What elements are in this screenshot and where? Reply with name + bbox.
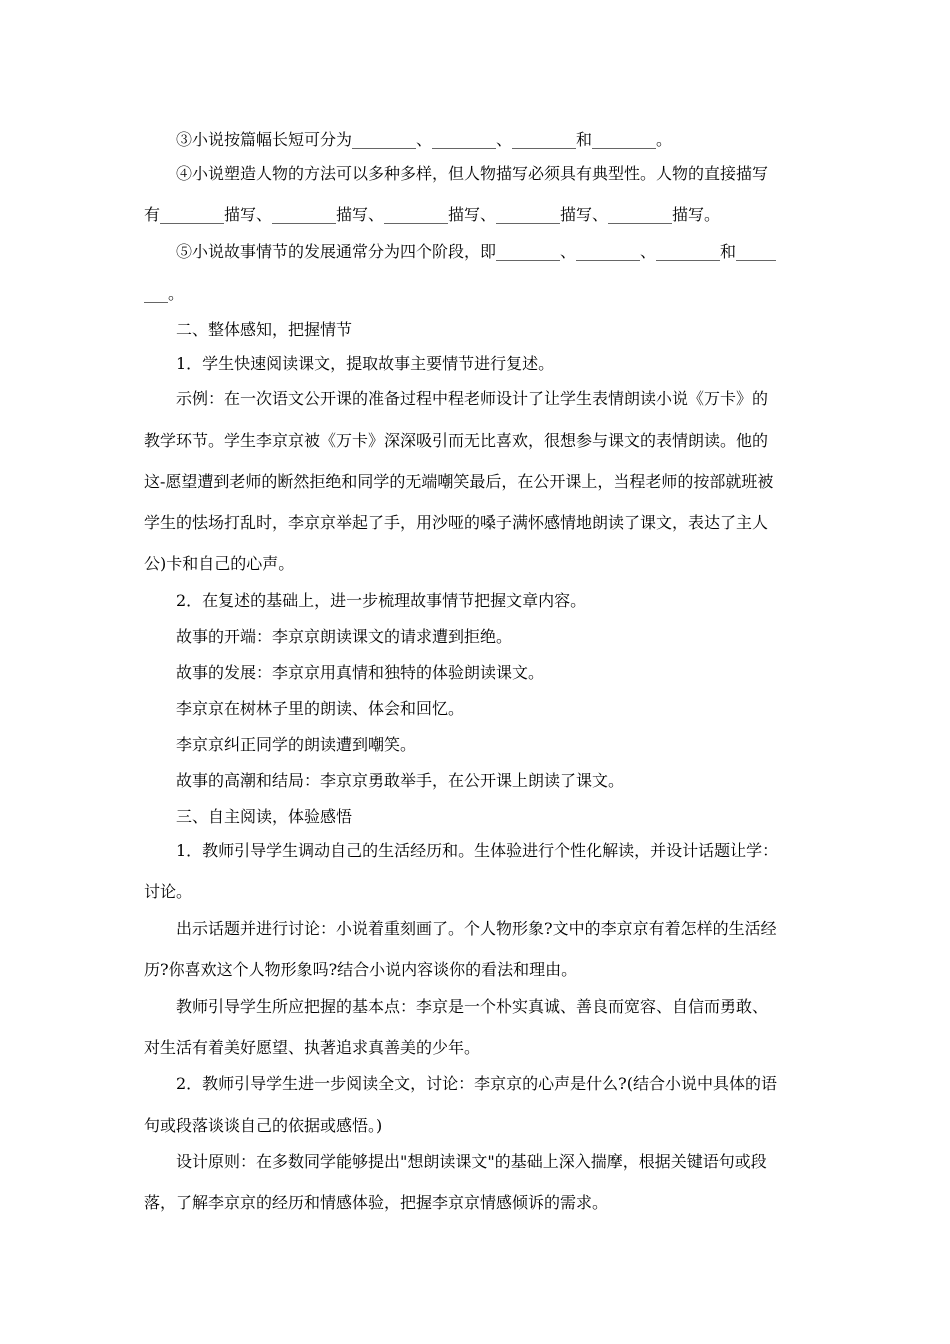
text-line: 句或段落谈谈自己的依据或感悟。) [144,1116,383,1135]
text-line: 2．在复述的基础上，进一步梳理故事情节把握文章内容。 [176,591,587,610]
text-line: 1．教师引导学生调动自己的生活经历和。生体验进行个性化解读，并设计话题让学： [176,841,779,860]
text-line: ③小说按篇幅长短可分为________、________、________和________。 [176,130,673,149]
text-line: 落，了解李京京的经历和情感体验，把握李京京情感倾诉的需求。 [144,1193,609,1212]
text-line: 出示话题并进行讨论：小说着重刻画了。个人物形象?文中的李京京有着怎样的生活经 [176,919,777,938]
text-line: 公)卡和自己的心声。 [144,554,295,573]
text-line: ④小说塑造人物的方法可以多种多样，但人物描写必须具有典型性。人物的直接描写 [176,164,769,183]
text-line: 对生活有着美好愿望、执著追求真善美的少年。 [144,1038,481,1057]
section-heading: 二、整体感知，把握情节 [176,320,353,339]
text-line: 讨论。 [144,882,193,901]
text-line: 学生的怯场打乱时，李京京举起了手，用沙哑的嗓子满怀感情地朗读了课文，表达了主人 [144,513,769,532]
text-line: 设计原则：在多数同学能够提出"想朗读课文"的基础上深入揣摩，根据关键语句或段 [176,1152,767,1171]
text-line: ___。 [144,284,185,303]
text-line: 这-愿望遭到老师的断然拒绝和同学的无端嘲笑最后，在公开课上，当程老师的按部就班被 [144,472,774,491]
text-line: 教师引导学生所应把握的基本点：李京是一个朴实真诚、善良而宽容、自信而勇敢、 [176,997,769,1016]
text-line: 示例：在一次语文公开课的准备过程中程老师设计了让学生表情朗读小说《万卡》的 [176,389,769,408]
text-line: 1．学生快速阅读课文，提取故事主要情节进行复述。 [176,354,555,373]
text-line: ⑤小说故事情节的发展通常分为四个阶段，即________、________、________和_____ [176,242,777,261]
text-line: 历?你喜欢这个人物形象吗?结合小说内容谈你的看法和理由。 [144,960,578,979]
text-line: 故事的发展：李京京用真情和独特的体验朗读课文。 [176,663,545,682]
text-line: 李京京纠正同学的朗读遭到嘲笑。 [176,735,417,754]
section-heading: 三、自主阅读，体验感悟 [176,807,353,826]
text-line: 教学环节。学生李京京被《万卡》深深吸引而无比喜欢，很想参与课文的表情朗读。他的 [144,431,769,450]
text-line: 有________描写、________描写、________描写、________描写、________描写。 [144,205,721,224]
text-line: 2．教师引导学生进一步阅读全文，讨论：李京京的心声是什么?(结合小说中具体的语 [176,1074,778,1093]
text-line: 李京京在树林子里的朗读、体会和回忆。 [176,699,465,718]
text-line: 故事的高潮和结局：李京京勇敢举手，在公开课上朗读了课文。 [176,771,625,790]
text-line: 故事的开端：李京京朗读课文的请求遭到拒绝。 [176,627,513,646]
